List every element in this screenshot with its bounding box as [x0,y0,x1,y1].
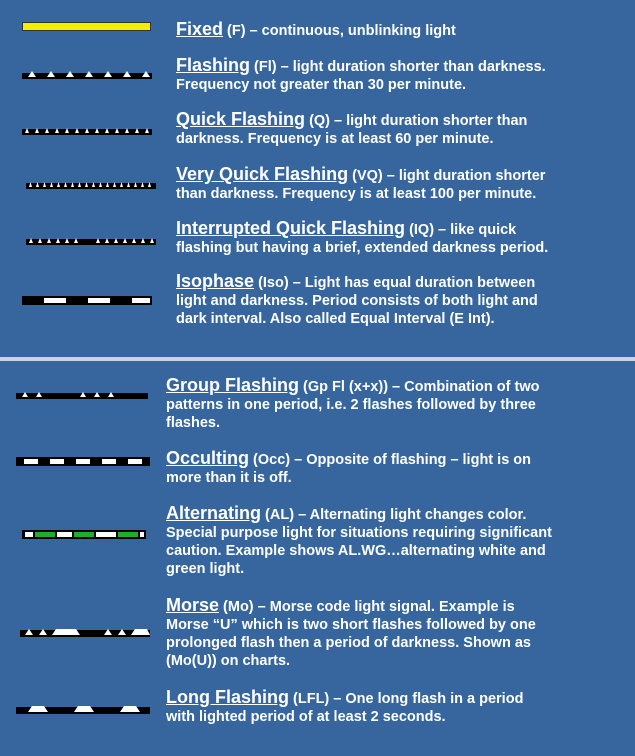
quick-flashing-light-symbol [22,126,152,136]
entry-abbr: (Gp Fl (x+x)) [303,379,389,395]
entry-line: Frequency not greater than 30 per minute. [176,77,467,93]
entry-line: Morse “U” which is two short flashes followed by one [166,617,536,633]
entry-abbr: (Mo) [223,599,254,615]
flashing-light-symbol [22,70,152,80]
entry-abbr: (Iso) [258,275,289,291]
entry-line: – Opposite of flashing – light is on [290,452,531,468]
long-flashing-light-symbol [16,703,150,715]
entry-line: with lighted period of at least 2 seconds. [166,709,446,725]
interrupted-quick-flashing-light-symbol [26,236,156,246]
entry-line: green light. [166,561,245,577]
fixed-light-symbol [22,22,152,32]
entry-name: Long Flashing [166,687,289,707]
entry-abbr: (Q) [309,113,330,129]
entry-line: – One long flash in a period [329,691,524,707]
entry-line: dark interval. Also called Equal Interval (E Int). [176,311,495,327]
entry-name: Group Flashing [166,375,299,395]
entry-line: flashing but having a brief, extended darkness period. [176,240,549,256]
entry-line: darkness. Frequency is at least 60 per minute. [176,131,494,147]
entry-abbr: (LFL) [293,691,330,707]
entry-abbr: (VQ) [352,168,383,184]
entry-line: – light duration shorter than [330,113,528,129]
entry-name: Fixed [176,19,224,39]
entry-line: (Mo(U)) on charts. [166,653,291,669]
entry-line: caution. Example shows AL.WG…alternating white and [166,543,546,559]
entry-abbr: (Fl) [254,59,277,75]
entry-name: Alternating [166,503,262,523]
entry-line: – Alternating light changes color. [294,507,527,523]
occulting-light-symbol [16,457,150,467]
entry-line: – like quick [434,222,517,238]
entry-line: than darkness. Frequency is at least 100 per minute. [176,186,537,202]
entry-line: – continuous, unblinking light [245,23,456,39]
entry-line: – light duration shorter than darkness. [276,59,546,75]
entry-line: more than it is off. [166,470,292,486]
entry-line: – Combination of two [388,379,540,395]
entry-line: Special purpose light for situations requiring significant [166,525,552,541]
entry-line: – Morse code light signal. Example is [253,599,515,615]
entry-name: Morse [166,595,220,615]
morse-light-symbol [20,626,150,638]
group-flashing-light-symbol [16,390,148,400]
entry-abbr: (IQ) [409,222,435,238]
entry-abbr: (AL) [265,507,295,523]
entry-name: Very Quick Flashing [176,164,349,184]
very-quick-flashing-light-symbol [26,180,156,190]
entry-line: patterns in one period, i.e. 2 flashes followed by three [166,397,536,413]
entry-line: – light duration shorter [382,168,546,184]
entry-abbr: (Occ) [253,452,291,468]
entry-name: Flashing [176,55,251,75]
entry-line: – Light has equal duration between [288,275,536,291]
entry-abbr: (F) [227,23,246,39]
isophase-light-symbol [22,296,152,306]
entry-name: Isophase [176,271,255,291]
entry-name: Quick Flashing [176,109,306,129]
entry-name: Interrupted Quick Flashing [176,218,406,238]
entry-name: Occulting [166,448,250,468]
entry-line: light and darkness. Period consists of both light and [176,293,538,309]
entry-line: prolonged flash then a period of darkness. Shown as [166,635,531,651]
entry-line: flashes. [166,415,220,431]
alternating-light-symbol [22,530,146,540]
